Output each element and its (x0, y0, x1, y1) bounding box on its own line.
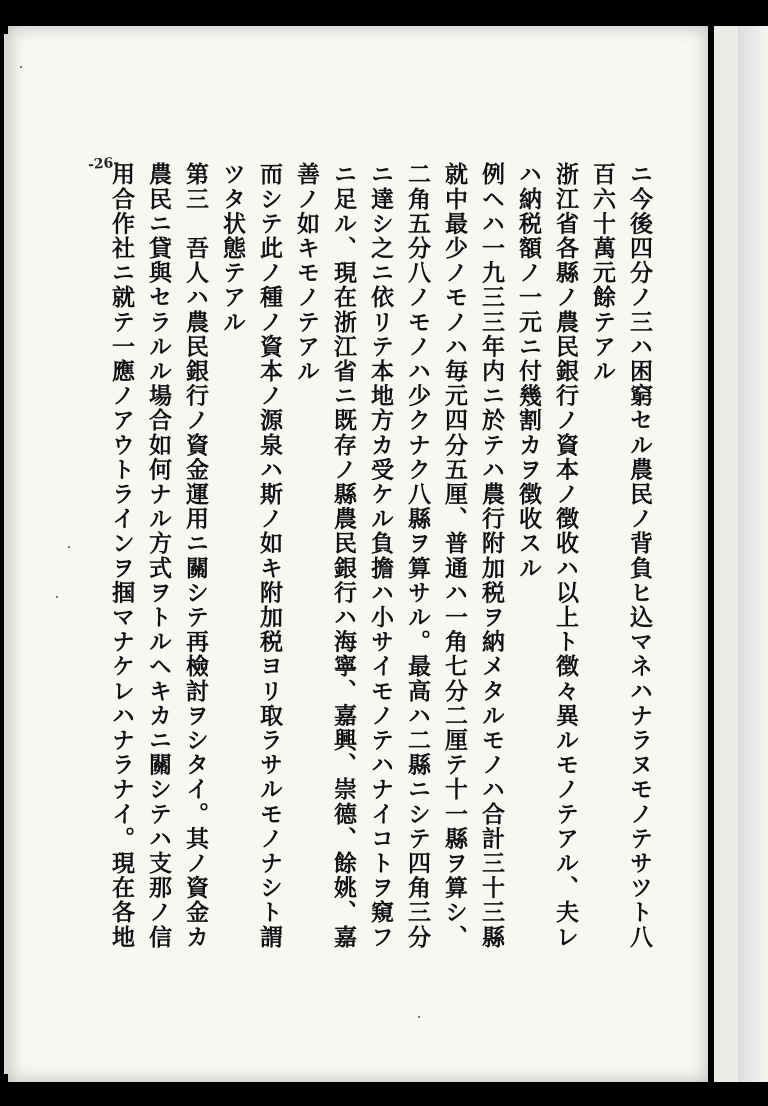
text-column-8: ニ達シ之ニ依リテ本地方カ受ケル負擔ハ小サイモノテハナイコトヲ窺フ (367, 162, 394, 950)
text-column-2: 百六十萬元餘テアル (589, 162, 616, 384)
text-column-13: 第三 吾人ハ農民銀行ノ資金運用ニ關シテ再檢討ヲシタイ。其ノ資金カ (182, 162, 209, 950)
text-column-10: 善ノ如キモノテアル (293, 162, 320, 384)
facing-page-edge (710, 26, 768, 1082)
vertical-text-block (92, 162, 668, 1042)
page-fold-shadow (738, 26, 768, 1082)
text-column-3: 浙江省各縣ノ農民銀行ノ資本ノ徴收ハ以上ト徴々異ルモノテアル、夫レ (552, 162, 579, 950)
text-column-12: ツタ状態テアル (219, 162, 246, 335)
text-column-11: 而シテ此ノ種ノ資本ノ源泉ハ斯ノ如キ附加税ヨリ取ラサルモノナシト謂 (256, 162, 283, 950)
text-column-1: ニ今後四分ノ三ハ困窮セル農民ノ背負ヒ込マネハナラヌモノテサツト八 (626, 162, 653, 950)
text-column-9: ニ足ル、現在浙江省ニ既存ノ縣農民銀行ハ海寧、嘉興、崇德、餘姚、嘉 (330, 162, 357, 950)
scan-speck (20, 66, 22, 68)
text-column-5: 例ヘハ一九三三年内ニ於テハ農行附加税ヲ納メタルモノハ合計三十三縣 (478, 162, 505, 950)
scan-speck (56, 596, 58, 598)
scan-speck (68, 546, 70, 548)
text-column-4: ハ納税額ノ一元ニ付幾割カヲ徴收スル (515, 162, 542, 581)
text-column-6: 就中最少ノモノハ毎元四分五厘、普通ハ一角七分二厘テ十一縣ヲ算シ、 (441, 162, 468, 950)
text-column-7: 二角五分八ノモノハ少クナク八縣ヲ算サル。最高ハ二縣ニシテ四角三分 (404, 162, 431, 950)
page-number: -26- (87, 154, 120, 174)
text-column-15: 用合作社ニ就テ一應ノアウトラインヲ掴マナケレハナラナイ。現在各地 (108, 162, 135, 950)
text-column-14: 農民ニ貸與セラルル場合如何ナル方式ヲトルヘキカニ關シテハ支那ノ信 (145, 162, 172, 950)
